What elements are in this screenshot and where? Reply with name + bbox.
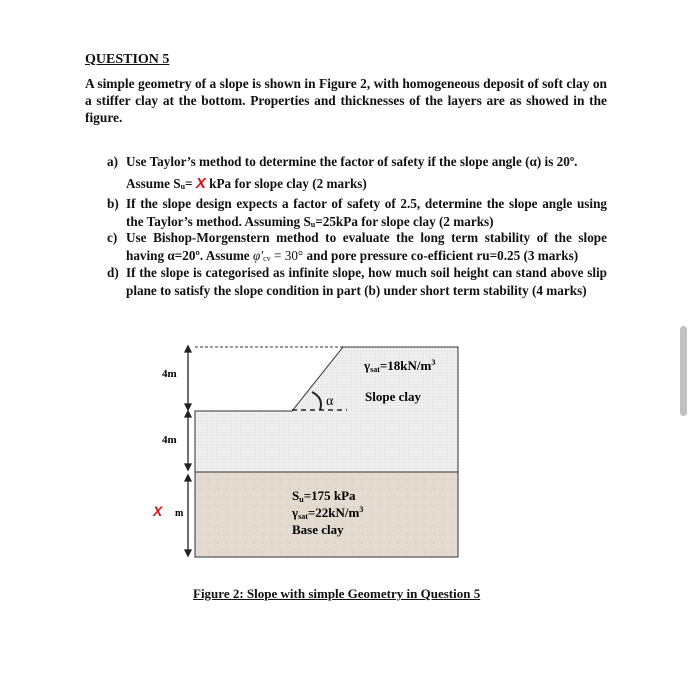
variable-x: X [195,174,206,192]
text: γ [292,505,299,520]
item-label: c) [107,230,118,245]
text: Assume S [126,175,181,191]
dim-bottom-variable: X [153,503,163,519]
dimension-arrows [185,346,191,556]
item-text: If the slope is categorised as infinite slope, how much soil height can stand above slip plane to satisfy the slope condition in part (b) under short term stability (4 marks) [126,265,607,298]
item-label: a) [107,154,118,169]
text: = [185,175,196,191]
vertical-scrollbar[interactable] [680,326,687,416]
item-text: If the slope design expects a factor of safety of 2.5, determine the slope angle using the Taylor’s method. Assuming S [126,196,607,229]
subscript: u [310,219,316,229]
phi-symbol: φ′ [252,247,264,263]
subscript: sat [370,365,380,374]
subscript: sat [298,512,308,521]
angle-label: α [326,394,334,409]
base-clay-label: Base clay [292,522,344,537]
slope-clay-label: Slope clay [365,389,421,404]
item-label: b) [107,196,119,211]
item-text: Use Bishop-Morgenstern method to evaluate the long term stability of the slope having α=20º. Assume [126,230,607,263]
item-text: Use Taylor’s method to determine the factor of safety if the slope angle (α) is 20º. [126,154,578,169]
text: =18kN/m [379,358,432,373]
text: kPa for slope clay (2 marks) [205,175,367,191]
subscript: u [180,181,186,191]
superscript: 3 [431,358,436,367]
text: =22kN/m [307,505,360,520]
dim-bottom-unit: m [175,508,184,519]
item-label: d) [107,265,119,280]
figure-caption: Figure 2: Slope with simple Geometry in Question 5 [193,586,481,601]
item-text: and pore pressure co-efficient ru=0.25 (3 marks) [303,247,579,263]
superscript: 3 [359,505,364,514]
item-text: =25kPa for slope clay (2 marks) [315,213,494,229]
intro-paragraph: A simple geometry of a slope is shown in Figure 2, with homogeneous deposit of soft clay on a stiffer clay at the bottom. Properties and thicknesses of the layers are as showed in the figure. [85,76,607,125]
text: =175 kPa [303,488,356,503]
question-title: QUESTION 5 [85,52,170,67]
dim-top-label: 4m [162,368,177,380]
subscript: u [299,495,304,504]
dim-mid-label: 4m [162,434,177,446]
subscript: cv [263,253,271,263]
text: S [292,488,300,503]
text: γ [364,358,371,373]
phi-value: = 30° [270,247,304,263]
